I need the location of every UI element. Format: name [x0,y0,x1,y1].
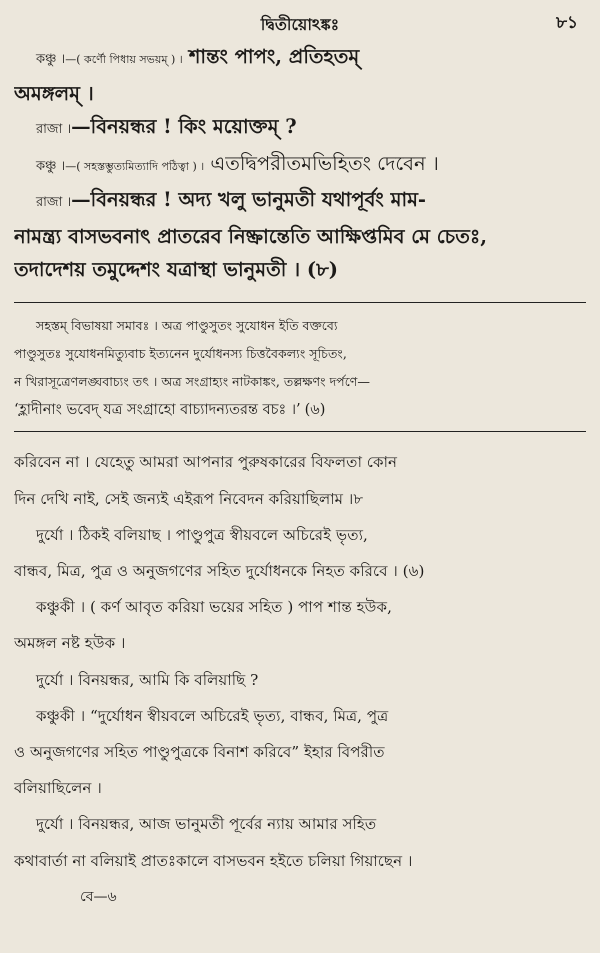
dialogue-text: এতদ্বিপরীতমভিহিতং দেবেন । [210,151,439,175]
stage-direction: —( সহস্তম্ভুত্যমিত্যাদি পঠিত্বা ) । [65,159,205,173]
speaker-label: রাজা । [36,195,72,210]
translation-line: বান্ধব, মিত্র, পুত্র ও অনুজগণের সহিত দুর্যোধনকে নিহত করিবে । (৬) [14,561,425,580]
commentary-line: পাণ্ডুসুতঃ সুযোধনমিত্যুবাচ ইত্যনেন দুর্যোধনস্য চিত্তবৈকল্যং সূচিতং, [14,345,347,361]
dialogue-line [14,183,586,220]
speaker-label: রাজা । [36,122,72,137]
commentary-line [14,396,586,424]
sanskrit-dialogue [14,40,586,287]
dialogue-text: নামন্ত্র্য বাসভবনাৎ প্রাতরেব নিষ্ক্রান্তেতি আক্ষিপ্তমিব মে চেতঃ, [14,224,488,248]
commentary-line: সহস্তম্ বিভাষয়া সমাবঃ । অত্র পাণ্ডুসুতং সুযোধন ইতি বক্তব্যে [36,317,338,333]
translation-line: দিন দেখি নাই, সেই জন্যই এইরূপ নিবেদন করিয়াছিলাম ।৮ [14,489,364,508]
dialogue-line [14,110,586,147]
dialogue-line [14,253,586,287]
commentary-block [14,303,586,432]
dialogue-line [14,220,586,254]
translation-line: দুর্যো । বিনয়ন্ধর, আমি কি বলিয়াছি ? [36,670,259,689]
dialogue-line [14,40,586,77]
footnote-number: (৬) [304,402,326,419]
translation-line: বলিয়াছিলেন । [14,779,102,798]
page-number: ৮১ [555,13,578,33]
dialogue-line [14,147,586,184]
bengali-translation [14,432,586,878]
running-head: দ্বিতীয়োঽঙ্কঃ [260,15,340,34]
translation-line: কথাবার্তা না বলিয়াই প্রাতঃকালে বাসভবন হইতে চলিয়া গিয়াছেন । [14,851,413,870]
translation-line: দুর্যো । বিনয়ন্ধর, আজ ভানুমতী পূর্বের ন্যায় আমার সহিত [36,815,377,834]
page-header [14,0,586,40]
dialogue-text: —বিনয়ন্ধর ! কিং ময়োক্তম্ ? [71,115,297,138]
dialogue-text: অমঙ্গলম্ । [14,81,94,105]
signature-mark: বে—৬ [80,888,117,905]
commentary-line: ন খিরাসূত্রেণলঙ্ঘবাচ্যং তৎ । অত্র সংগ্রাহ্যং নাটকাঙ্কং, তল্লক্ষণং দর্পণে— [14,373,370,389]
speaker-label: কঞ্চু । [36,158,66,174]
dialogue-text: শান্তং পাপং, প্রতিহতম্ [188,45,360,68]
dialogue-text: তদাদেশয় তমুদ্দেশং যত্রাস্থা ভানুমতী । (৮) [14,258,338,281]
dialogue-text: —বিনয়ন্ধর ! অদ্য খলু ভানুমতী যথাপূর্বং মাম- [71,188,427,211]
translation-line: কঞ্চুকী । ( কর্ণ আবৃত করিয়া ভয়ের সহিত ) পাপ শান্ত হউক, [36,598,392,617]
dialogue-line [14,77,586,111]
translation-line: অমঙ্গল নষ্ট হউক । [14,634,126,653]
translation-line: কঞ্চুকী । “দুর্যোধন স্বীয়বলে অচিরেই ভৃত্য, বান্ধব, মিত্র, পুত্র [36,706,389,725]
commentary-quote: ‘হ্লাদীনাং ভবেদ্ যত্র সংগ্রাহো বাচ্যাদন্যতরন্ত বচঃ ।’ [14,402,301,419]
translation-line: দুর্যো । ঠিকই বলিয়াছ । পাণ্ডুপুত্র স্বীয়বলে অচিরেই ভৃত্য, [36,525,368,544]
stage-direction: —( কর্ণৌ পিধায় সভয়ম্ ) । [65,53,183,66]
translation-line: করিবেন না । যেহেতু আমরা আপনার পুরুষকারের বিফলতা কোন [14,453,398,472]
translation-line: ও অনুজগণের সহিত পাণ্ডুপুত্রকে বিনাশ করিবে” ইহার বিপরীত [14,742,385,761]
speaker-label: কঞ্চু । [36,52,66,67]
